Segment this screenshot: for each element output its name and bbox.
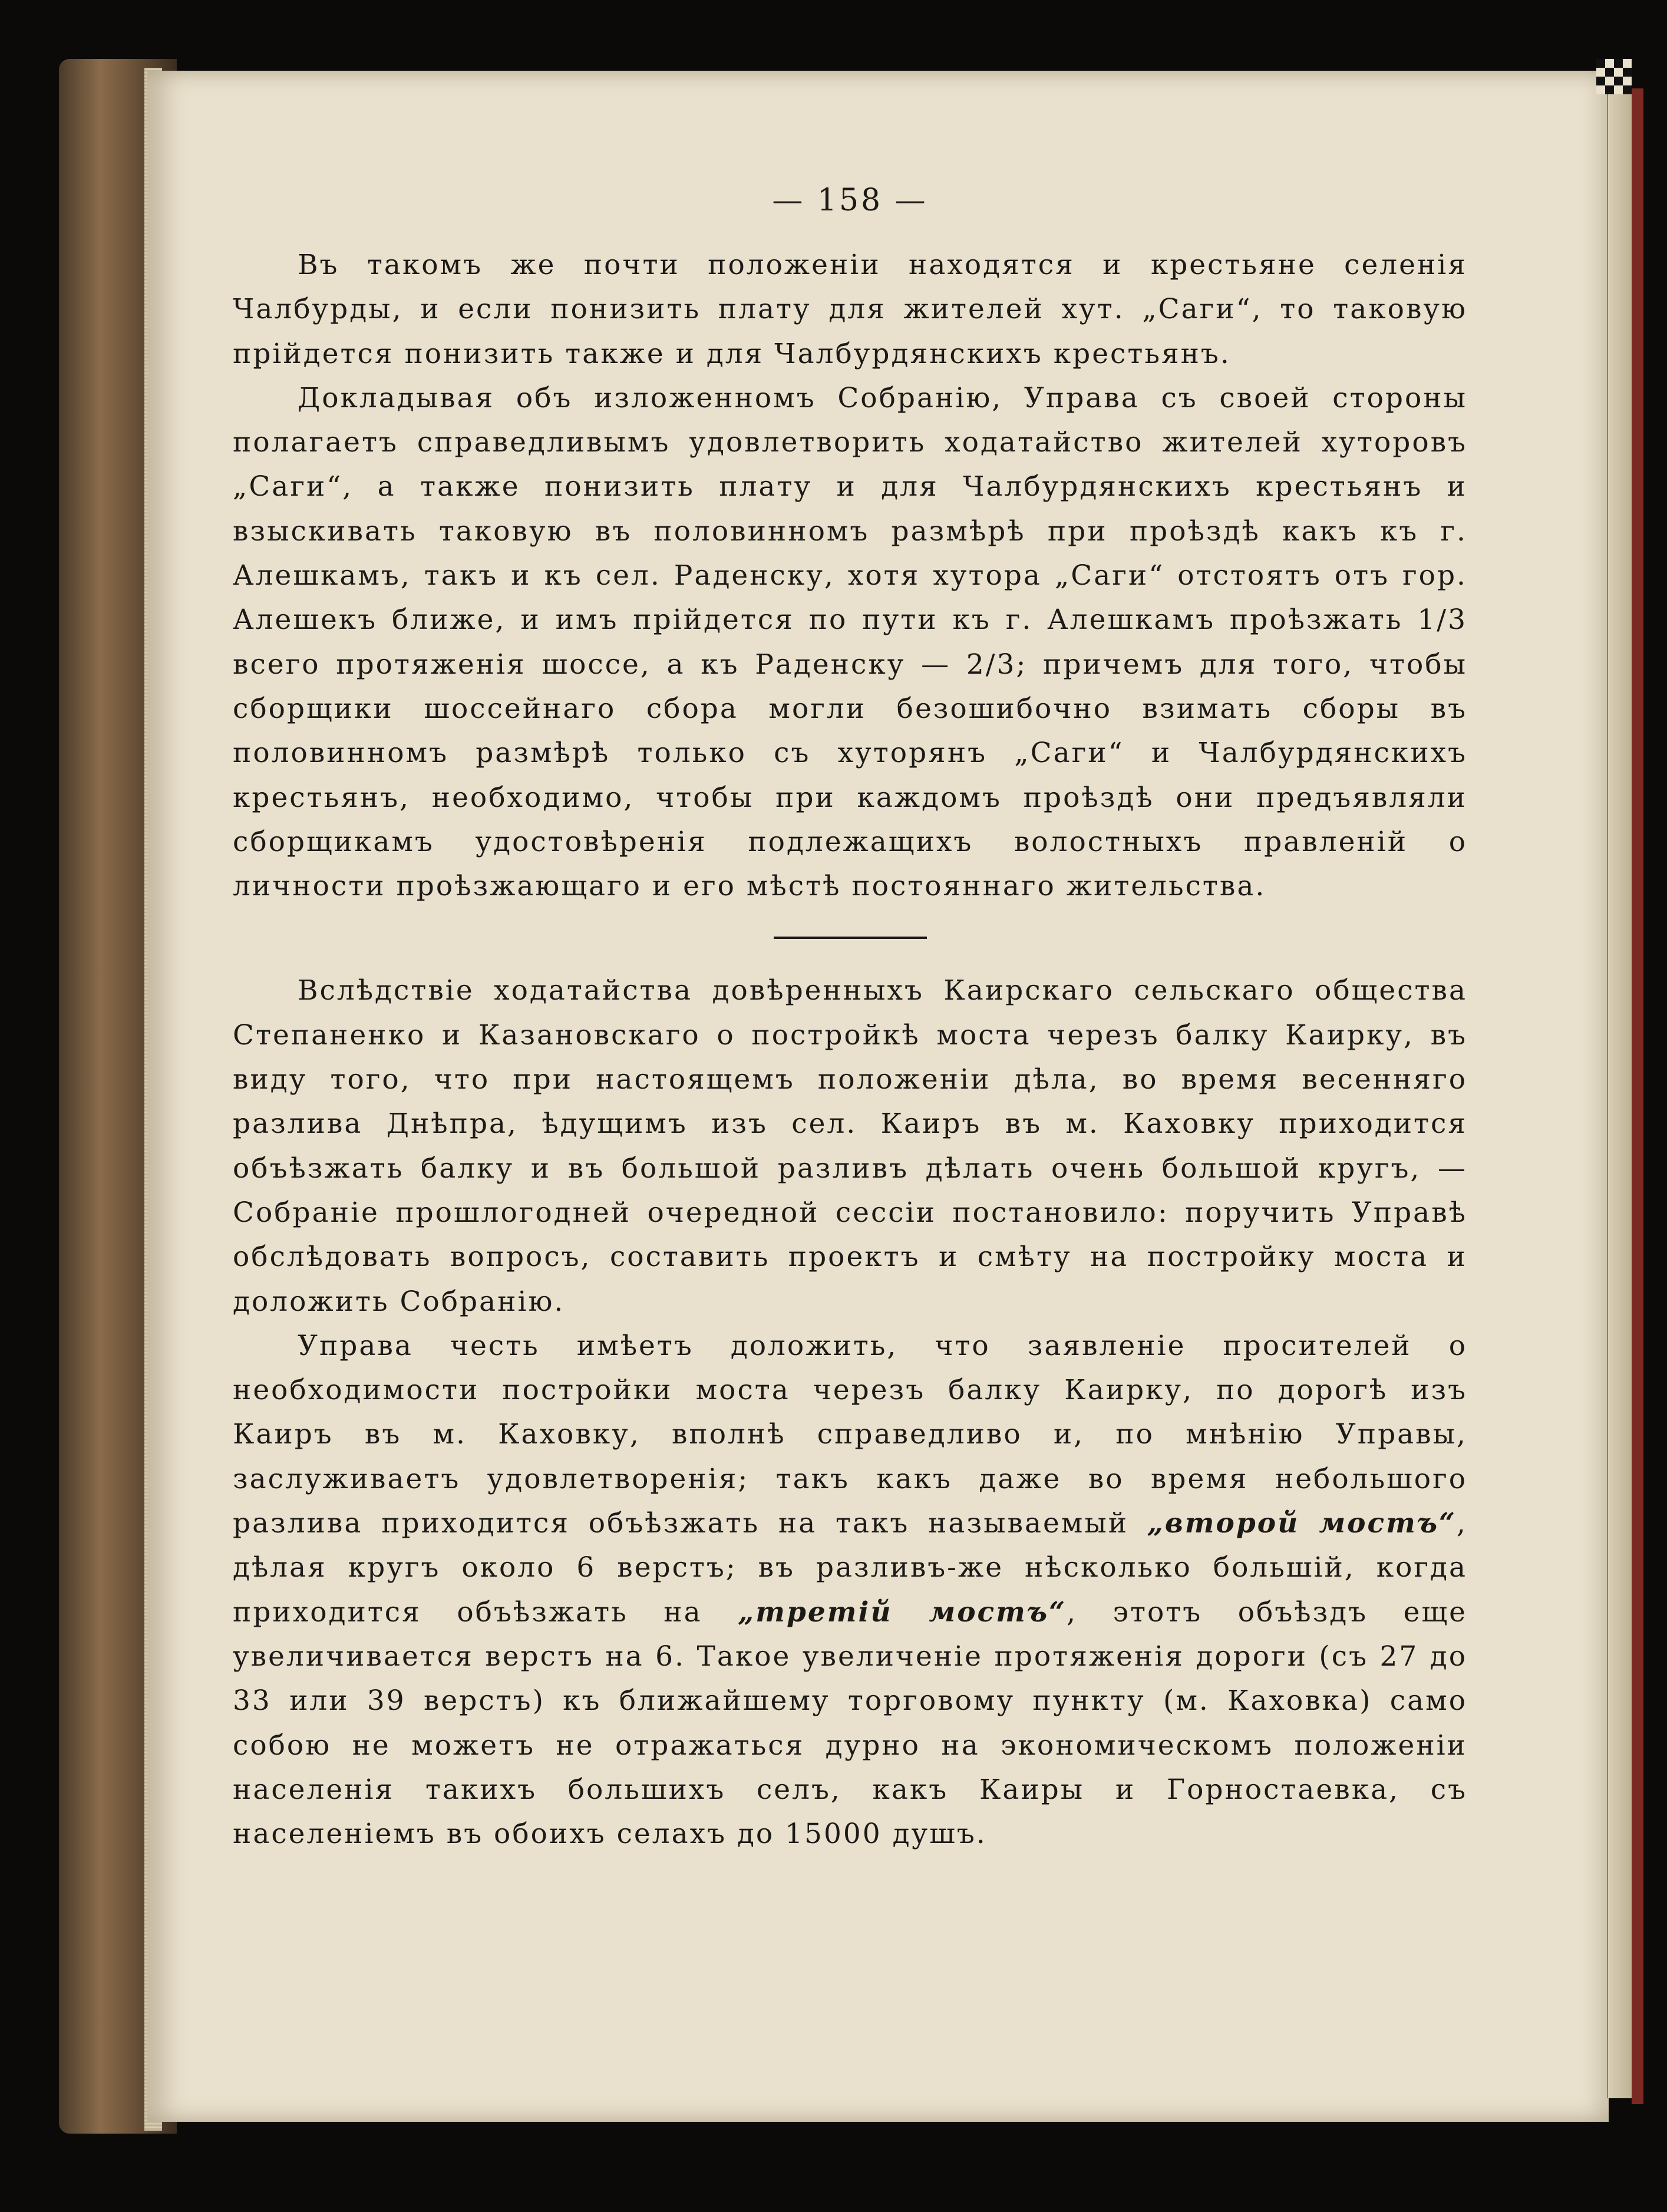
- paragraph-3: Вслѣдствiе ходатайства довѣренныхъ Каирскаго сельскаго общества Степаненко и Казановскаго о постройкѣ моста черезъ балку Каирку, въ виду того, что при настоящемъ положенiи дѣла, во время весенняго разлива Днѣпра, ѣдущимъ изъ сел. Каиръ въ м. Каховку приходится объѣзжать балку и въ большой разливъ дѣлать очень большой кругъ, — Собранiе прошлогодней очередной сессiи постановило: поручить Управѣ обслѣдовать вопросъ, составить проектъ и смѣту на постройку моста и доложить Собранiю.: [233, 974, 1467, 1318]
- red-cover-edge: [1632, 88, 1643, 2104]
- paragraph-4-part-c: , этотъ объѣздъ еще увеличивается верстъ на 6. Такое увеличенiе протяженiя дороги (съ 27 до 33 или 39 верстъ) къ ближайшему торговому пункту (м. Каховка) само собою не можетъ не отражаться дурно на экономическомъ положенiи населенiя такихъ большихъ селъ, какъ Каиры и Горностаевка, съ населенiемъ въ обоихъ селахъ до 15000 душъ.: [233, 1595, 1467, 1851]
- facing-page-edge: [1607, 83, 1632, 2098]
- paragraph-2: Докладывая объ изложенномъ Собранiю, Управа съ своей стороны полагаетъ справедливымъ удовлетворить ходатайство жителей хуторовъ „Саги“, а также понизить плату и для Чалбурдянскихъ крестьянъ и взыскивать таковую въ половинномъ размѣрѣ при проѣздѣ какъ къ г. Алешкамъ, такъ и къ сел. Раденску, хотя хутора „Саги“ отстоятъ отъ гор. Алешекъ ближе, и имъ прiйдется по пути къ г. Алешкамъ проѣзжать 1/3 всего протяженiя шоссе, а къ Раденску — 2/3; причемъ для того, чтобы сборщики шоссейнаго сбора могли безошибочно взимать сборы въ половинномъ размѣрѣ только съ хуторянъ „Саги“ и Чалбурдянскихъ крестьянъ, необходимо, чтобы при каждомъ проѣздѣ они предъявляли сборщикамъ удостовѣренiя подлежащихъ волостныхъ правленiй о личности проѣзжающаго и его мѣстѣ постояннаго жительства.: [233, 381, 1467, 903]
- third-bridge-italic: „третiй мостъ“: [738, 1595, 1067, 1628]
- section-divider: [774, 937, 927, 939]
- page-number: — 158 —: [772, 183, 928, 218]
- scan-corner-mark: [1596, 59, 1632, 94]
- paragraph-4-part-b: , дѣлая кругъ около 6 верстъ; въ разливъ-же нѣсколько большiй, когда приходится объѣзжать на: [233, 1507, 1467, 1628]
- second-bridge-italic: „второй мостъ“: [1147, 1507, 1457, 1540]
- paragraph-4: [233, 1324, 1467, 1857]
- paragraph-4-part-a: Управа честь имѣетъ доложить, что заявленiе просителей о необходимости постройки моста черезъ балку Каирку, по дорогѣ изъ Каиръ въ м. Каховку, вполнѣ справедливо и, по мнѣнiю Управы, заслуживаетъ удовлетворенiя; такъ какъ даже во время небольшого разлива приходится объѣзжать на такъ называемый: [233, 1329, 1467, 1540]
- paragraph-1: Въ такомъ же почти положенiи находятся и крестьяне селенiя Чалбурды, и если понизить плату для жителей хут. „Саги“, то таковую прiйдется понизить также и для Чалбурдянскихъ крестьянъ.: [233, 249, 1467, 370]
- page-text: [233, 177, 1467, 1856]
